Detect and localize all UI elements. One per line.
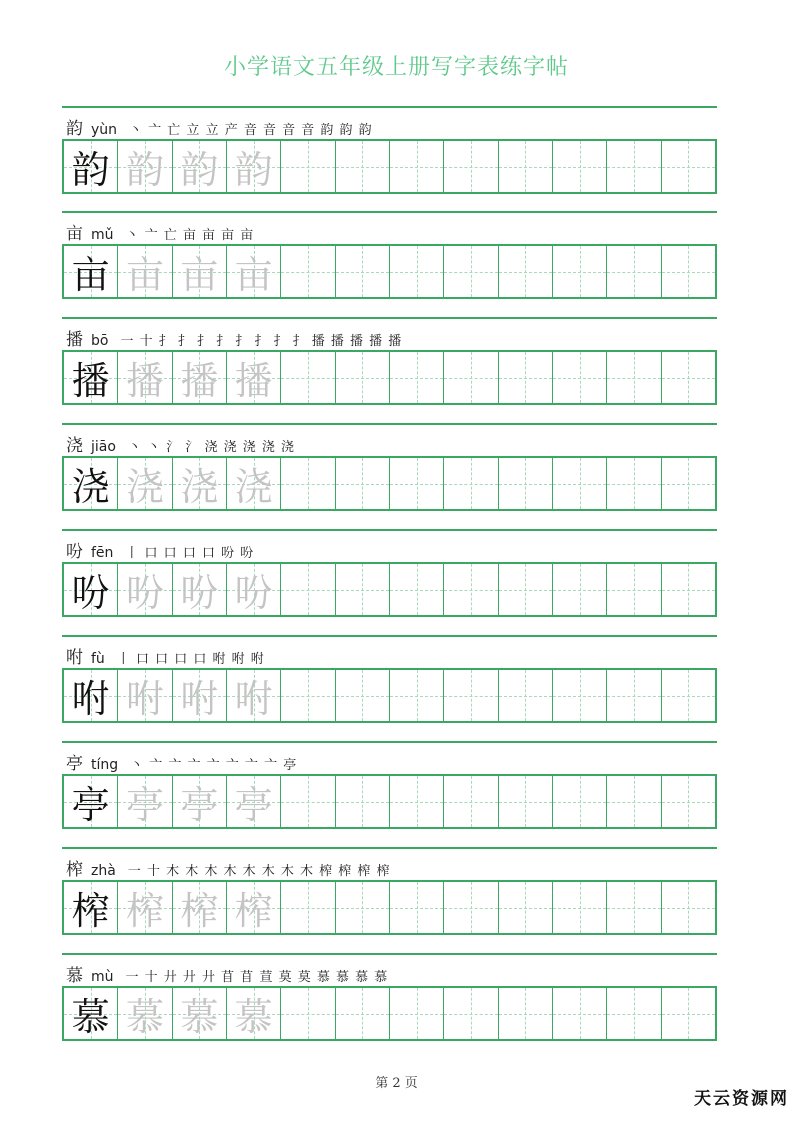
grid-cell[interactable] bbox=[173, 882, 227, 933]
trace-character: 亭 bbox=[234, 783, 273, 827]
stroke-order: 丶 丶 氵 氵 浇 浇 浇 浇 浇 bbox=[127, 440, 295, 455]
grid-cell[interactable] bbox=[553, 458, 607, 509]
tianzige-grid bbox=[62, 668, 717, 723]
model-character: 韵 bbox=[71, 148, 110, 192]
trace-character: 咐 bbox=[180, 677, 219, 721]
tianzige-grid bbox=[62, 350, 717, 405]
row-header bbox=[66, 114, 373, 139]
grid-cell[interactable] bbox=[607, 670, 661, 721]
grid-cell[interactable] bbox=[227, 458, 281, 509]
grid-cell[interactable] bbox=[173, 246, 227, 297]
tianzige-grid bbox=[62, 562, 717, 617]
grid-cell[interactable] bbox=[499, 670, 553, 721]
grid-cell[interactable] bbox=[444, 246, 498, 297]
grid-cell[interactable] bbox=[553, 670, 607, 721]
grid-cell[interactable] bbox=[173, 670, 227, 721]
grid-cell[interactable] bbox=[281, 882, 335, 933]
grid-cell[interactable] bbox=[281, 352, 335, 403]
grid-cell[interactable] bbox=[227, 141, 281, 192]
grid-cell[interactable] bbox=[662, 670, 715, 721]
practice-row bbox=[62, 529, 717, 619]
grid-cell[interactable] bbox=[553, 246, 607, 297]
trace-character: 咐 bbox=[234, 677, 273, 721]
grid-cell[interactable] bbox=[607, 776, 661, 827]
grid-cell[interactable] bbox=[336, 564, 390, 615]
grid-cell[interactable] bbox=[499, 776, 553, 827]
grid-cell[interactable] bbox=[173, 458, 227, 509]
grid-cell[interactable] bbox=[662, 564, 715, 615]
trace-character: 吩 bbox=[234, 571, 273, 615]
row-header bbox=[66, 855, 391, 880]
grid-cell[interactable] bbox=[118, 141, 172, 192]
grid-cell[interactable] bbox=[390, 458, 444, 509]
grid-cell[interactable] bbox=[118, 246, 172, 297]
grid-cell[interactable] bbox=[118, 458, 172, 509]
grid-cell[interactable] bbox=[444, 776, 498, 827]
grid-cell[interactable] bbox=[227, 882, 281, 933]
grid-cell[interactable] bbox=[499, 564, 553, 615]
grid-cell[interactable] bbox=[281, 458, 335, 509]
grid-cell[interactable] bbox=[173, 564, 227, 615]
grid-cell[interactable] bbox=[64, 564, 118, 615]
grid-cell[interactable] bbox=[64, 458, 118, 509]
stroke-order: 丶 亠 亡 亩 亩 亩 亩 bbox=[125, 228, 255, 243]
character-label: 韵 bbox=[66, 119, 83, 139]
grid-cell[interactable] bbox=[173, 776, 227, 827]
pinyin-label: mǔ bbox=[91, 227, 114, 243]
grid-cell[interactable] bbox=[607, 246, 661, 297]
trace-character: 亩 bbox=[234, 253, 273, 297]
grid-cell[interactable] bbox=[499, 141, 553, 192]
stroke-order: 一 十 木 木 木 木 木 木 木 木 榨 榨 榨 榨 bbox=[127, 864, 391, 879]
grid-cell[interactable] bbox=[281, 246, 335, 297]
tianzige-grid bbox=[62, 456, 717, 511]
grid-cell[interactable] bbox=[336, 141, 390, 192]
grid-cell[interactable] bbox=[118, 988, 172, 1039]
trace-character: 咐 bbox=[125, 677, 164, 721]
pinyin-label: zhà bbox=[91, 863, 116, 879]
grid-cell[interactable] bbox=[281, 988, 335, 1039]
grid-cell[interactable] bbox=[444, 882, 498, 933]
trace-character: 榨 bbox=[125, 889, 164, 933]
character-label: 浇 bbox=[66, 436, 83, 456]
grid-cell[interactable] bbox=[336, 458, 390, 509]
character-label: 咐 bbox=[66, 648, 83, 668]
row-divider bbox=[62, 423, 717, 425]
practice-row bbox=[62, 211, 717, 301]
trace-character: 浇 bbox=[180, 465, 219, 509]
pinyin-label: yùn bbox=[91, 122, 118, 138]
grid-cell[interactable] bbox=[444, 670, 498, 721]
grid-cell[interactable] bbox=[227, 352, 281, 403]
row-divider bbox=[62, 106, 717, 108]
row-header bbox=[66, 643, 265, 668]
trace-character: 慕 bbox=[234, 995, 273, 1039]
row-divider bbox=[62, 953, 717, 955]
grid-cell[interactable] bbox=[607, 458, 661, 509]
pinyin-label: tíng bbox=[91, 757, 119, 773]
row-divider bbox=[62, 211, 717, 213]
grid-cell[interactable] bbox=[607, 352, 661, 403]
grid-cell[interactable] bbox=[390, 246, 444, 297]
grid-cell[interactable] bbox=[390, 141, 444, 192]
grid-cell[interactable] bbox=[553, 352, 607, 403]
grid-cell[interactable] bbox=[662, 246, 715, 297]
row-header bbox=[66, 749, 298, 774]
character-label: 吩 bbox=[66, 542, 83, 562]
grid-cell[interactable] bbox=[499, 988, 553, 1039]
grid-cell[interactable] bbox=[607, 564, 661, 615]
trace-character: 播 bbox=[234, 359, 273, 403]
practice-row bbox=[62, 423, 717, 513]
trace-character: 榨 bbox=[234, 889, 273, 933]
trace-character: 浇 bbox=[125, 465, 164, 509]
trace-character: 韵 bbox=[180, 148, 219, 192]
grid-cell[interactable] bbox=[64, 352, 118, 403]
character-label: 亩 bbox=[66, 224, 83, 244]
grid-cell[interactable] bbox=[444, 352, 498, 403]
row-header bbox=[66, 431, 295, 456]
grid-cell[interactable] bbox=[281, 776, 335, 827]
grid-cell[interactable] bbox=[227, 246, 281, 297]
trace-character: 浇 bbox=[234, 465, 273, 509]
trace-character: 吩 bbox=[125, 571, 164, 615]
grid-cell[interactable] bbox=[118, 776, 172, 827]
grid-cell[interactable] bbox=[173, 352, 227, 403]
grid-cell[interactable] bbox=[390, 882, 444, 933]
grid-cell[interactable] bbox=[553, 141, 607, 192]
grid-cell[interactable] bbox=[173, 988, 227, 1039]
pinyin-label: fù bbox=[91, 651, 105, 667]
grid-cell[interactable] bbox=[64, 670, 118, 721]
grid-cell[interactable] bbox=[64, 776, 118, 827]
grid-cell[interactable] bbox=[444, 988, 498, 1039]
practice-row bbox=[62, 317, 717, 407]
grid-cell[interactable] bbox=[390, 988, 444, 1039]
grid-cell[interactable] bbox=[118, 564, 172, 615]
pinyin-label: jiāo bbox=[91, 439, 116, 455]
row-header bbox=[66, 961, 389, 986]
row-header bbox=[66, 219, 255, 244]
grid-cell[interactable] bbox=[336, 246, 390, 297]
grid-cell[interactable] bbox=[227, 776, 281, 827]
grid-cell[interactable] bbox=[64, 141, 118, 192]
trace-character: 播 bbox=[180, 359, 219, 403]
trace-character: 慕 bbox=[180, 995, 219, 1039]
grid-cell[interactable] bbox=[390, 564, 444, 615]
grid-cell[interactable] bbox=[390, 352, 444, 403]
stroke-order: 丶 亠 亡 立 立 产 音 音 音 音 韵 韵 韵 bbox=[129, 123, 373, 138]
grid-cell[interactable] bbox=[662, 141, 715, 192]
grid-cell[interactable] bbox=[553, 882, 607, 933]
watermark: 天云资源网 bbox=[694, 1089, 789, 1109]
grid-cell[interactable] bbox=[444, 458, 498, 509]
model-character: 吩 bbox=[71, 571, 110, 615]
stroke-order: 一 十 廾 廾 廾 苜 苜 荁 莫 莫 慕 慕 慕 慕 bbox=[125, 970, 389, 985]
model-character: 榨 bbox=[71, 889, 110, 933]
row-header bbox=[66, 325, 403, 350]
tianzige-grid bbox=[62, 986, 717, 1041]
grid-cell[interactable] bbox=[118, 352, 172, 403]
practice-row bbox=[62, 847, 717, 937]
practice-row bbox=[62, 635, 717, 725]
grid-cell[interactable] bbox=[390, 776, 444, 827]
grid-cell[interactable] bbox=[499, 458, 553, 509]
trace-character: 亭 bbox=[180, 783, 219, 827]
grid-cell[interactable] bbox=[64, 246, 118, 297]
trace-character: 播 bbox=[125, 359, 164, 403]
stroke-order: 丨 口 口 口 口 吩 吩 bbox=[125, 546, 255, 561]
grid-cell[interactable] bbox=[227, 988, 281, 1039]
pinyin-label: fēn bbox=[91, 545, 114, 561]
model-character: 亭 bbox=[71, 783, 110, 827]
grid-cell[interactable] bbox=[281, 141, 335, 192]
tianzige-grid bbox=[62, 880, 717, 935]
tianzige-grid bbox=[62, 774, 717, 829]
grid-cell[interactable] bbox=[662, 988, 715, 1039]
grid-cell[interactable] bbox=[64, 988, 118, 1039]
pinyin-label: mù bbox=[91, 969, 114, 985]
row-divider bbox=[62, 529, 717, 531]
stroke-order: 丨 口 口 口 口 咐 咐 咐 bbox=[116, 652, 265, 667]
grid-cell[interactable] bbox=[444, 141, 498, 192]
grid-cell[interactable] bbox=[607, 988, 661, 1039]
grid-cell[interactable] bbox=[336, 776, 390, 827]
grid-cell[interactable] bbox=[281, 564, 335, 615]
grid-cell[interactable] bbox=[227, 564, 281, 615]
stroke-order: 丶 亠 亠 亠 亠 亠 亠 亠 亭 bbox=[130, 758, 298, 773]
grid-cell[interactable] bbox=[118, 882, 172, 933]
row-divider bbox=[62, 635, 717, 637]
grid-cell[interactable] bbox=[390, 670, 444, 721]
character-label: 亭 bbox=[66, 754, 83, 774]
grid-cell[interactable] bbox=[336, 988, 390, 1039]
grid-cell[interactable] bbox=[662, 882, 715, 933]
model-character: 慕 bbox=[71, 995, 110, 1039]
character-label: 榨 bbox=[66, 860, 83, 880]
grid-cell[interactable] bbox=[281, 670, 335, 721]
row-divider bbox=[62, 317, 717, 319]
grid-cell[interactable] bbox=[499, 352, 553, 403]
character-label: 慕 bbox=[66, 966, 83, 986]
trace-character: 吩 bbox=[180, 571, 219, 615]
model-character: 播 bbox=[71, 359, 110, 403]
grid-cell[interactable] bbox=[499, 246, 553, 297]
practice-row bbox=[62, 953, 717, 1043]
trace-character: 亩 bbox=[125, 253, 164, 297]
grid-cell[interactable] bbox=[607, 141, 661, 192]
grid-cell[interactable] bbox=[444, 564, 498, 615]
grid-cell[interactable] bbox=[553, 564, 607, 615]
model-character: 咐 bbox=[71, 677, 110, 721]
trace-character: 韵 bbox=[125, 148, 164, 192]
grid-cell[interactable] bbox=[553, 776, 607, 827]
character-label: 播 bbox=[66, 330, 83, 350]
pinyin-label: bō bbox=[91, 333, 109, 349]
trace-character: 亩 bbox=[180, 253, 219, 297]
grid-cell[interactable] bbox=[662, 458, 715, 509]
grid-cell[interactable] bbox=[118, 670, 172, 721]
page-title: 小学语文五年级上册写字表练字帖 bbox=[223, 55, 569, 80]
grid-cell[interactable] bbox=[227, 670, 281, 721]
trace-character: 韵 bbox=[234, 148, 273, 192]
grid-cell[interactable] bbox=[173, 141, 227, 192]
model-character: 浇 bbox=[71, 465, 110, 509]
grid-cell[interactable] bbox=[553, 988, 607, 1039]
row-header bbox=[66, 537, 255, 562]
trace-character: 亭 bbox=[125, 783, 164, 827]
stroke-order: 一 十 扌 扌 扌 扌 扌 扌 扌 扌 播 播 播 播 播 bbox=[120, 334, 403, 349]
tianzige-grid bbox=[62, 244, 717, 299]
grid-cell[interactable] bbox=[499, 882, 553, 933]
grid-cell[interactable] bbox=[64, 882, 118, 933]
trace-character: 慕 bbox=[125, 995, 164, 1039]
page-number: 第 2 页 bbox=[375, 1076, 418, 1091]
grid-cell[interactable] bbox=[607, 882, 661, 933]
practice-row bbox=[62, 741, 717, 831]
practice-row bbox=[62, 106, 717, 196]
model-character: 亩 bbox=[71, 253, 110, 297]
grid-cell[interactable] bbox=[662, 352, 715, 403]
tianzige-grid bbox=[62, 139, 717, 194]
grid-cell[interactable] bbox=[336, 882, 390, 933]
grid-cell[interactable] bbox=[662, 776, 715, 827]
row-divider bbox=[62, 741, 717, 743]
trace-character: 榨 bbox=[180, 889, 219, 933]
grid-cell[interactable] bbox=[336, 352, 390, 403]
grid-cell[interactable] bbox=[336, 670, 390, 721]
row-divider bbox=[62, 847, 717, 849]
